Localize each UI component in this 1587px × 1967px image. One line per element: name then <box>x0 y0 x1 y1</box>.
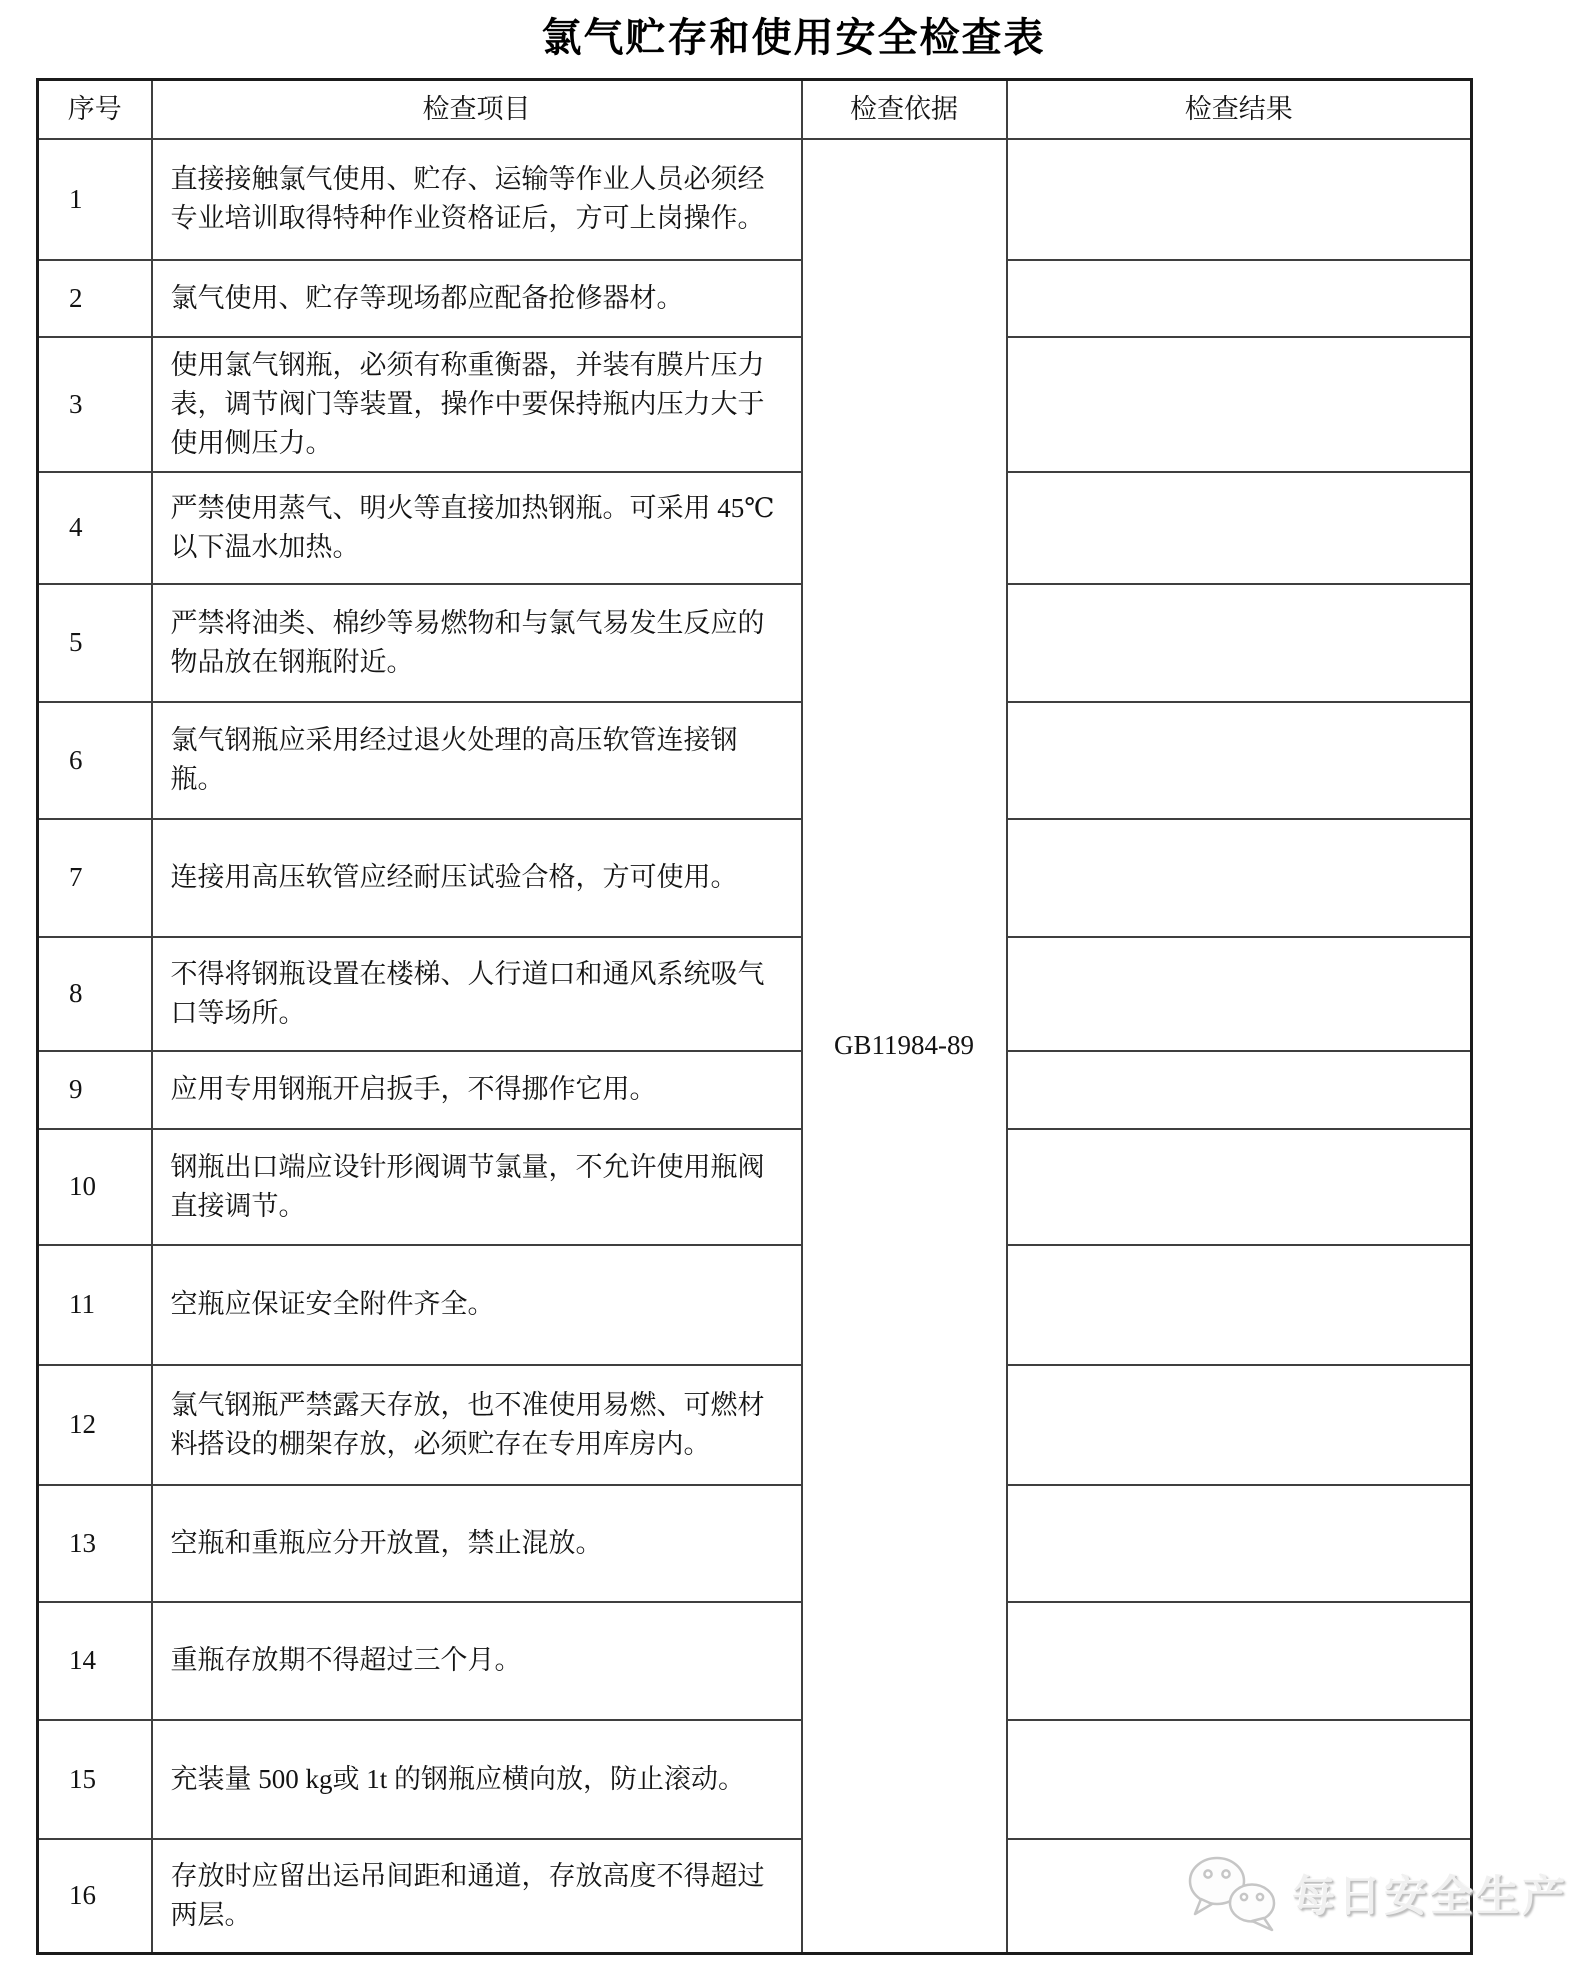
row-result-cell <box>1007 260 1472 337</box>
row-result-cell <box>1007 472 1472 584</box>
watermark-text: 每日安全生产 <box>1292 1873 1568 1921</box>
row-number: 14 <box>38 1602 152 1720</box>
row-result-cell <box>1007 1485 1472 1602</box>
row-result-cell <box>1007 1051 1472 1129</box>
row-number: 6 <box>38 702 152 819</box>
page-title: 氯气贮存和使用安全检查表 <box>541 16 1046 60</box>
row-result-cell <box>1007 584 1472 702</box>
row-item-text: 应用专用钢瓶开启扳手，不得挪作它用。 <box>152 1051 802 1129</box>
row-result-cell <box>1007 937 1472 1051</box>
row-item-text: 严禁使用蒸气、明火等直接加热钢瓶。可采用 45℃以下温水加热。 <box>152 472 802 584</box>
row-number: 16 <box>38 1839 152 1954</box>
row-item-text: 严禁将油类、棉纱等易燃物和与氯气易发生反应的物品放在钢瓶附近。 <box>152 584 802 702</box>
row-number: 9 <box>38 1051 152 1129</box>
row-result-cell <box>1007 702 1472 819</box>
row-number: 10 <box>38 1129 152 1245</box>
row-number: 5 <box>38 584 152 702</box>
row-number: 15 <box>38 1720 152 1839</box>
table-row <box>38 139 1472 260</box>
table-row <box>38 1485 1472 1602</box>
row-number: 11 <box>38 1245 152 1365</box>
table-row <box>38 260 1472 337</box>
table-row <box>38 1602 1472 1720</box>
row-number: 3 <box>38 337 152 472</box>
table-row <box>38 584 1472 702</box>
header-seq-number: 序号 <box>38 80 152 139</box>
row-item-text: 重瓶存放期不得超过三个月。 <box>152 1602 802 1720</box>
row-result-cell <box>1007 1245 1472 1365</box>
table-row <box>38 337 1472 472</box>
header-row <box>38 80 1472 139</box>
row-number: 2 <box>38 260 152 337</box>
row-number: 1 <box>38 139 152 260</box>
table-row <box>38 1720 1472 1839</box>
row-result-cell <box>1007 1720 1472 1839</box>
table-row <box>38 937 1472 1051</box>
row-item-text: 空瓶应保证安全附件齐全。 <box>152 1245 802 1365</box>
row-result-cell <box>1007 139 1472 260</box>
row-item-text: 连接用高压软管应经耐压试验合格，方可使用。 <box>152 819 802 937</box>
row-result-cell <box>1007 1839 1472 1954</box>
row-number: 4 <box>38 472 152 584</box>
row-item-text: 存放时应留出运吊间距和通道，存放高度不得超过两层。 <box>152 1839 802 1954</box>
inspection-basis-cell: GB11984-89 <box>802 139 1007 1954</box>
row-number: 8 <box>38 937 152 1051</box>
table-row <box>38 702 1472 819</box>
table-row <box>38 819 1472 937</box>
row-number: 12 <box>38 1365 152 1485</box>
row-result-cell <box>1007 819 1472 937</box>
inspection-table <box>36 78 1473 1955</box>
table-row <box>38 1129 1472 1245</box>
table-body <box>38 139 1472 1954</box>
row-item-text: 钢瓶出口端应设针形阀调节氯量，不允许使用瓶阀直接调节。 <box>152 1129 802 1245</box>
row-number: 13 <box>38 1485 152 1602</box>
row-item-text: 充装量 500 kg或 1t 的钢瓶应横向放，防止滚动。 <box>152 1720 802 1839</box>
header-inspection-item: 检查项目 <box>152 80 802 139</box>
table-row <box>38 1839 1472 1954</box>
row-item-text: 使用氯气钢瓶，必须有称重衡器，并装有膜片压力表，调节阀门等装置，操作中要保持瓶内压力大于使用侧压力。 <box>152 337 802 472</box>
row-result-cell <box>1007 1602 1472 1720</box>
row-item-text: 不得将钢瓶设置在楼梯、人行道口和通风系统吸气口等场所。 <box>152 937 802 1051</box>
table-row <box>38 1051 1472 1129</box>
row-item-text: 氯气钢瓶应采用经过退火处理的高压软管连接钢瓶。 <box>152 702 802 819</box>
row-number: 7 <box>38 819 152 937</box>
table-row <box>38 472 1472 584</box>
row-result-cell <box>1007 337 1472 472</box>
row-item-text: 直接接触氯气使用、贮存、运输等作业人员必须经专业培训取得特种作业资格证后，方可上岗操作。 <box>152 139 802 260</box>
header-inspection-result: 检查结果 <box>1007 80 1472 139</box>
table-row <box>38 1245 1472 1365</box>
row-result-cell <box>1007 1365 1472 1485</box>
row-result-cell <box>1007 1129 1472 1245</box>
header-inspection-basis: 检查依据 <box>802 80 1007 139</box>
table-row <box>38 1365 1472 1485</box>
row-item-text: 氯气使用、贮存等现场都应配备抢修器材。 <box>152 260 802 337</box>
row-item-text: 空瓶和重瓶应分开放置，禁止混放。 <box>152 1485 802 1602</box>
row-item-text: 氯气钢瓶严禁露天存放，也不准使用易燃、可燃材料搭设的棚架存放，必须贮存在专用库房内。 <box>152 1365 802 1485</box>
